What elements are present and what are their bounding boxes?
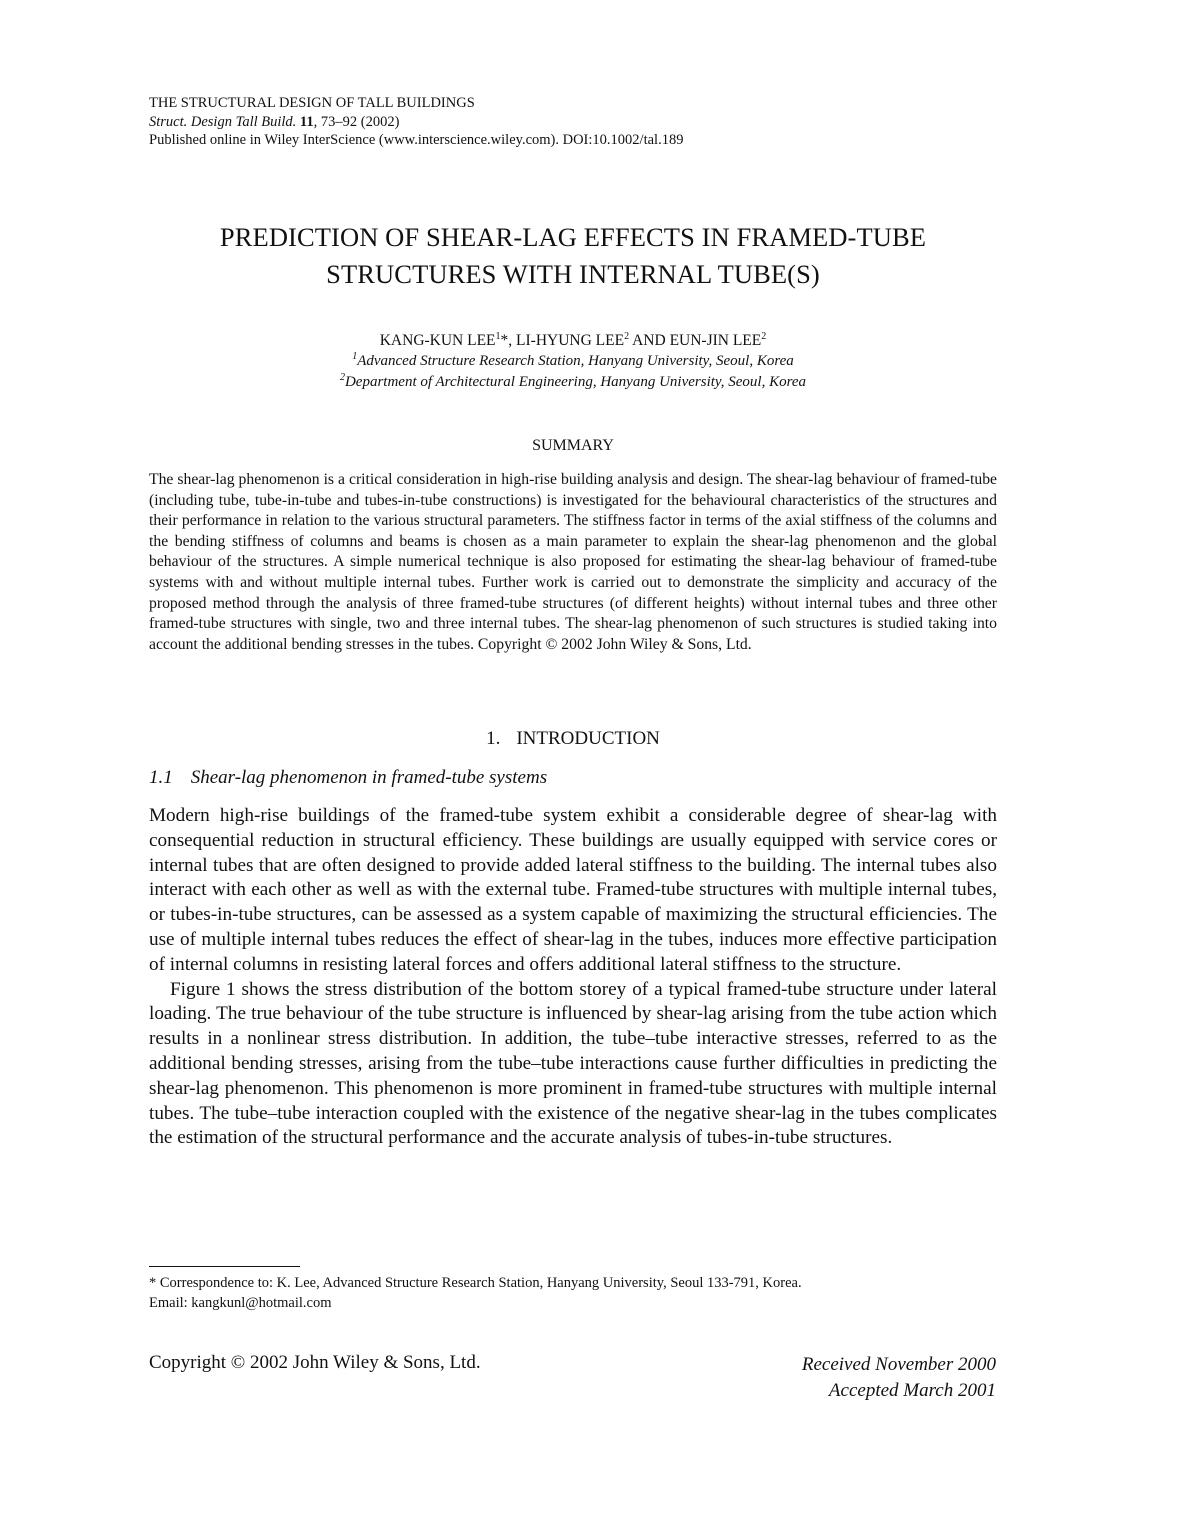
author-3: EUN-JIN LEE — [669, 332, 762, 349]
journal-pages-year: , 73–92 (2002) — [313, 113, 400, 130]
subsection-number: 1.1 — [149, 767, 173, 788]
received-accepted-dates — [802, 1352, 996, 1404]
received-date: Received November 2000 — [801, 1354, 996, 1375]
author-list — [150, 330, 996, 351]
journal-header — [149, 94, 683, 150]
section-title: INTRODUCTION — [516, 728, 660, 749]
affiliation-2 — [150, 372, 996, 393]
journal-abbrev: Struct. Design Tall Build. — [149, 113, 297, 130]
summary-heading: SUMMARY — [532, 437, 614, 454]
footnote-correspondence: * Correspondence to: K. Lee, Advanced Structure Research Station, Hanyang University, Seoul 133-791, Korea. — [149, 1275, 802, 1291]
section-heading — [150, 728, 996, 750]
paper-title — [150, 219, 996, 293]
section-number: 1. — [486, 728, 501, 749]
affiliation-1-mark: 1 — [352, 351, 358, 362]
title-line-1: PREDICTION OF SHEAR-LAG EFFECTS IN FRAMED-TUBE — [219, 222, 927, 252]
abstract-text: The shear-lag phenomenon is a critical consideration in high-rise building analysis and design. The shear-lag behaviour of framed-tube (including tube, tube-in-tube and tubes-in-tube constructions) is investigated for the behavioural characteristics of the structures and their performance in relation to the various structural parameters. The stiffness factor in terms of the axial stiffness of the columns and the bending stiffness of columns and beams is chosen as a main parameter to explain the shear-lag phenomenon and the global behaviour of the structures. A simple numerical technique is also proposed for estimating the shear-lag behaviour of framed-tube systems with and without multiple internal tubes. Further work is carried out to demonstrate the simplicity and accuracy of the proposed method through the analysis of three framed-tube structures (of different heights) without internal tubes and three other framed-tube structures with single, two and three internal tubes. The shear-lag phenomenon of such structures is studied taking into account the additional bending stresses in the tubes. Copyright © 2002 John Wiley & Sons, Ltd. — [149, 471, 997, 653]
copyright-notice: Copyright © 2002 John Wiley & Sons, Ltd. — [149, 1352, 481, 1373]
journal-published-line: Published online in Wiley InterScience (www.interscience.wiley.com). DOI:10.1002/tal.189 — [149, 132, 684, 148]
journal-citation — [149, 113, 683, 132]
subsection-title: Shear-lag phenomenon in framed-tube systems — [190, 767, 548, 788]
journal-volume: 11 — [299, 113, 314, 130]
author-and: AND — [629, 332, 670, 349]
correspondence-mark: *, — [500, 332, 517, 349]
affiliation-1 — [150, 351, 996, 372]
author-2-affiliation-mark: 2 — [624, 331, 630, 342]
accepted-date: Accepted March 2001 — [828, 1380, 996, 1401]
author-block — [150, 330, 996, 393]
footnote — [149, 1273, 802, 1313]
journal-name: THE STRUCTURAL DESIGN OF TALL BUILDINGS — [149, 95, 475, 111]
title-line-2: STRUCTURES WITH INTERNAL TUBE(S) — [326, 259, 820, 289]
author-2: LI-HYUNG LEE — [516, 332, 625, 349]
author-1-affiliation-mark: 1 — [495, 331, 501, 342]
footnote-email: Email: kangkunl@hotmail.com — [149, 1295, 332, 1311]
paragraph-1: Modern high-rise buildings of the framed-tube system exhibit a considerable degree of shear-lag with consequential reduction in structural efficiency. These buildings are usually equipped with service cores or internal tubes that are often designed to provide added lateral stiffness to the building. The internal tubes also interact with each other as well as with the external tube. Framed-tube structures with multiple internal tubes, or tubes-in-tube structures, can be assessed as a system capable of maximizing the structural efficiencies. The use of multiple internal tubes reduces the effect of shear-lag in the tubes, induces more effective participation of internal columns in resisting lateral forces and offers additional lateral stiffness to the structure. — [149, 805, 997, 975]
paragraph-2: Figure 1 shows the stress distribution of the bottom storey of a typical framed-tube structure under lateral loading. The true behaviour of the tube structure is influenced by shear-lag arising from the tube action which results in a nonlinear stress distribution. In addition, the tube–tube interactive stresses, referred to as the additional bending stresses, arising from the tube–tube interactions cause further difficulties in predicting the shear-lag phenomenon. This phenomenon is more prominent in framed-tube structures with multiple internal tubes. The tube–tube interaction coupled with the existence of the negative shear-lag in the tubes complicates the estimation of the structural performance and the accurate analysis of tubes-in-tube structures. — [149, 978, 997, 1149]
body-text — [149, 804, 997, 1151]
affiliation-2-text: Department of Architectural Engineering, Hanyang University, Seoul, Korea — [344, 374, 807, 390]
author-1: KANG-KUN LEE — [379, 332, 496, 349]
affiliation-1-text: Advanced Structure Research Station, Hanyang University, Seoul, Korea — [357, 353, 794, 369]
subsection-heading — [149, 767, 547, 789]
author-3-affiliation-mark: 2 — [761, 331, 767, 342]
footnote-rule — [149, 1266, 300, 1267]
affiliation-2-mark: 2 — [339, 372, 345, 383]
